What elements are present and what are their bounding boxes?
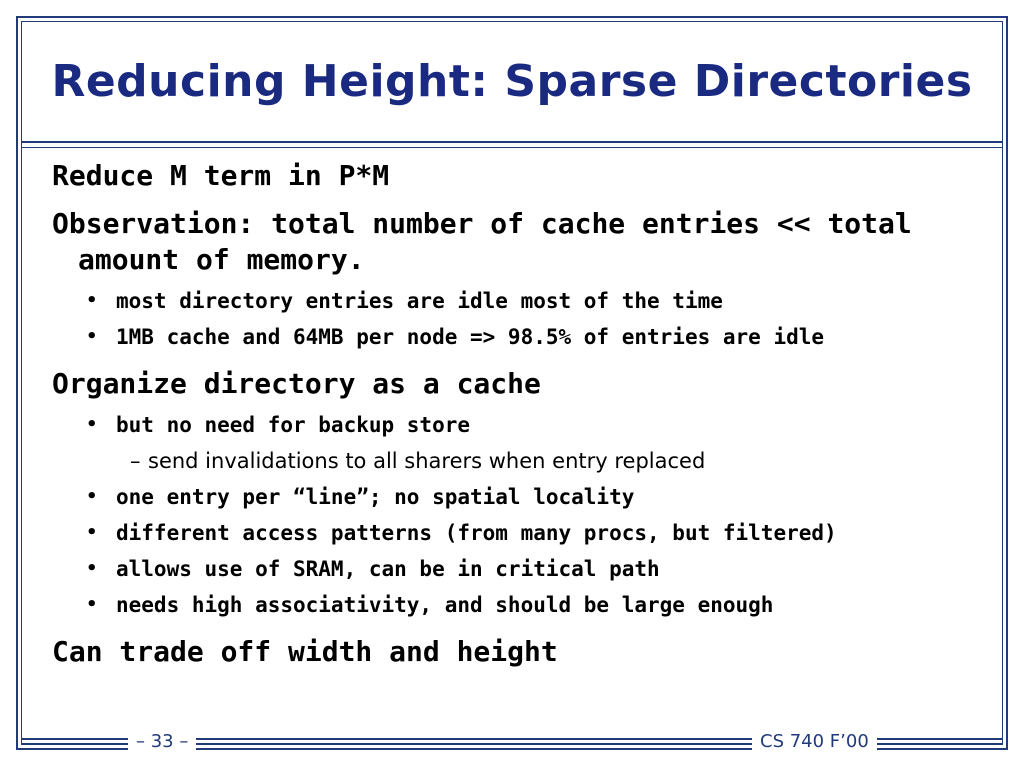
subpoint-associativity: [86, 590, 952, 620]
point-reduce-m: Reduce M term in P*M: [52, 159, 390, 192]
dash-icon: –: [130, 449, 141, 473]
subpoint-one-entry: [86, 482, 952, 512]
subpoint-text: but no need for backup store: [116, 413, 471, 437]
subpoint-cache-ratio: [86, 322, 952, 352]
subpoint-text: needs high associativity, and should be large enough: [116, 593, 774, 617]
title-divider: [21, 141, 1003, 143]
point-trade-off: Can trade off width and height: [52, 635, 558, 668]
slide-title: Reducing Height: Sparse Directories: [51, 56, 973, 107]
subpoint-text: allows use of SRAM, can be in critical path: [116, 557, 660, 581]
subpoint-sram: [86, 554, 952, 584]
bullet-icon: •: [86, 558, 98, 579]
subpoint-text: one entry per “line”; no spatial locality: [116, 485, 635, 509]
subsubpoint-text: send invalidations to all sharers when entry replaced: [148, 449, 706, 473]
bullet-icon: •: [86, 594, 98, 615]
bullet-icon: •: [86, 326, 98, 347]
bullet-icon: •: [86, 290, 98, 311]
course-label: CS 740 F’00: [752, 730, 877, 754]
subpoint-text: most directory entries are idle most of the time: [116, 289, 723, 313]
subsubpoint-invalidations: [130, 446, 952, 476]
subpoint-text: 1MB cache and 64MB per node => 98.5% of entries are idle: [116, 325, 825, 349]
point-observation: Observation: total number of cache entries << total: [52, 207, 912, 240]
subpoint-no-backup: [86, 410, 952, 440]
bullet-icon: •: [86, 486, 98, 507]
point-organize: Organize directory as a cache: [52, 367, 541, 400]
bullet-icon: •: [86, 522, 98, 543]
page-number: – 33 –: [128, 730, 196, 754]
subpoint-idle-entries: [86, 286, 952, 316]
slide-body: [52, 158, 952, 670]
point-observation-cont: amount of memory.: [78, 243, 365, 276]
title-divider-thin: [21, 147, 1003, 148]
bullet-icon: •: [86, 414, 98, 435]
subpoint-text: different access patterns (from many procs, but filtered): [116, 521, 837, 545]
subpoint-access-patterns: [86, 518, 952, 548]
